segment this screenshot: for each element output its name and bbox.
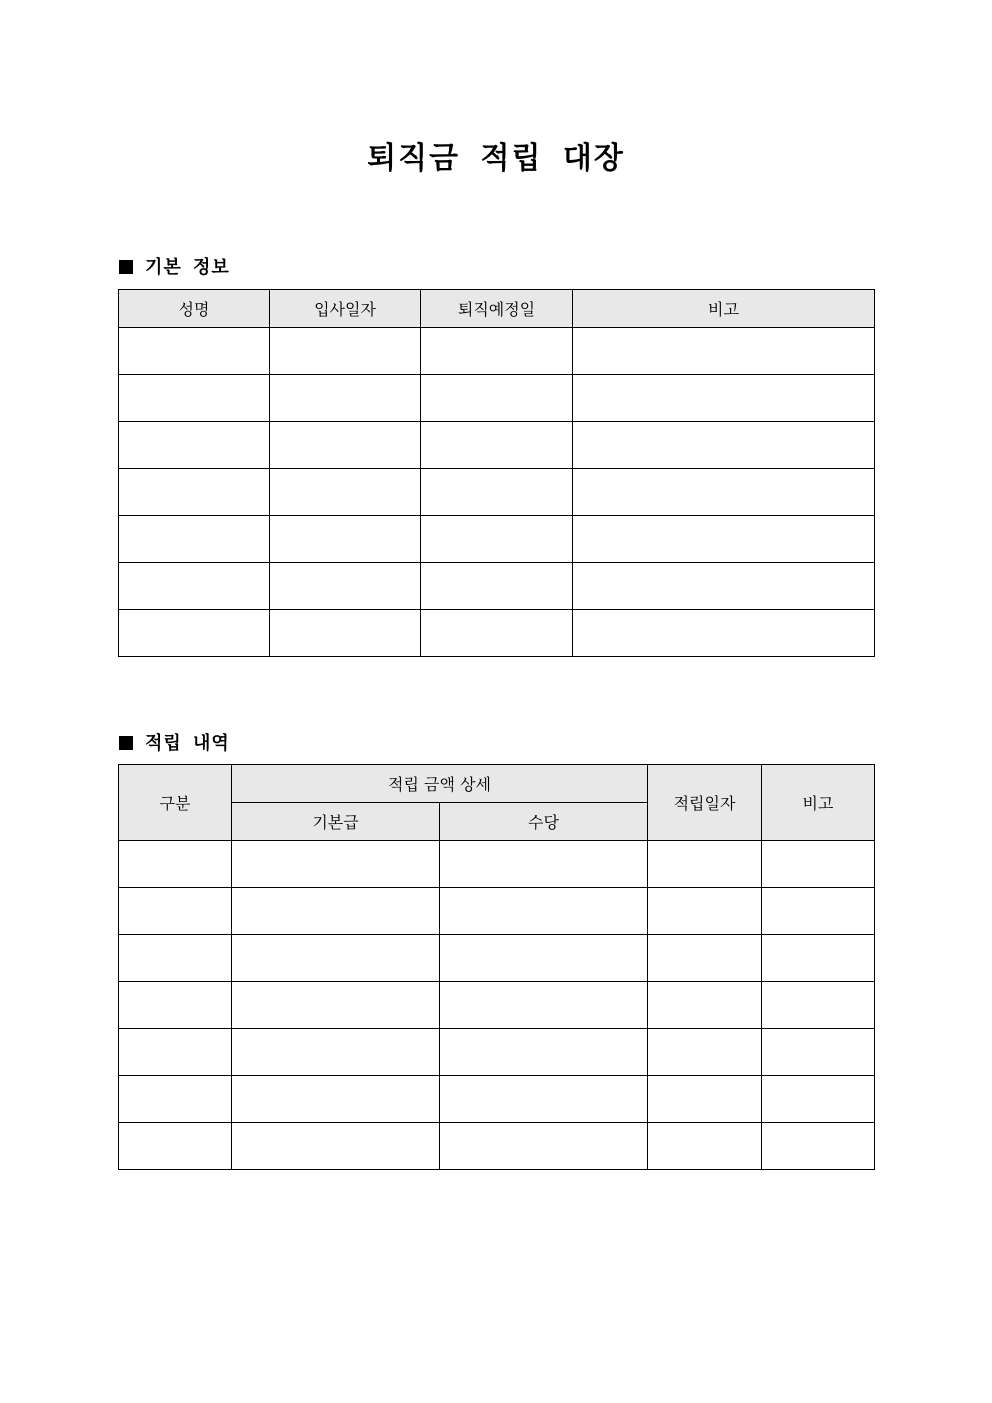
- table-row: [119, 1029, 875, 1076]
- table-cell[interactable]: [762, 1123, 875, 1170]
- header-remarks: 비고: [573, 290, 875, 328]
- header-allowance: 수당: [440, 803, 648, 841]
- table-cell[interactable]: [119, 1029, 232, 1076]
- table-cell[interactable]: [573, 469, 875, 516]
- table-row: [119, 563, 875, 610]
- table-cell[interactable]: [440, 935, 648, 982]
- table-cell[interactable]: [573, 422, 875, 469]
- table-cell[interactable]: [421, 563, 573, 610]
- table-cell[interactable]: [270, 610, 421, 657]
- header-detail-group: 적립 금액 상세: [232, 765, 648, 803]
- section-label: 기본 정보: [145, 257, 230, 278]
- table-cell[interactable]: [648, 1123, 762, 1170]
- square-bullet-icon: [119, 260, 133, 274]
- table-cell[interactable]: [421, 469, 573, 516]
- table-cell[interactable]: [421, 516, 573, 563]
- header-base-pay: 기본급: [232, 803, 440, 841]
- table-cell[interactable]: [119, 516, 270, 563]
- table-cell[interactable]: [270, 516, 421, 563]
- table-cell[interactable]: [573, 610, 875, 657]
- header-hire-date: 입사일자: [270, 290, 421, 328]
- table-cell[interactable]: [119, 422, 270, 469]
- table-cell[interactable]: [648, 935, 762, 982]
- table-row: [119, 610, 875, 657]
- table-cell[interactable]: [119, 1076, 232, 1123]
- table-cell[interactable]: [119, 982, 232, 1029]
- table-cell[interactable]: [421, 375, 573, 422]
- table-cell[interactable]: [573, 375, 875, 422]
- table-row: [119, 982, 875, 1029]
- page-title: 퇴직금 적립 대장: [367, 141, 625, 176]
- table-cell[interactable]: [762, 982, 875, 1029]
- table-cell[interactable]: [232, 1123, 440, 1170]
- accrual-history-table: [118, 764, 875, 1170]
- table-row: [119, 841, 875, 888]
- table-row: [119, 328, 875, 375]
- table-cell[interactable]: [232, 935, 440, 982]
- table-cell[interactable]: [270, 328, 421, 375]
- square-bullet-icon: [119, 736, 133, 750]
- table-row: [119, 888, 875, 935]
- table-cell[interactable]: [762, 888, 875, 935]
- header-name: 성명: [119, 290, 270, 328]
- table-row: [119, 516, 875, 563]
- table-cell[interactable]: [232, 1029, 440, 1076]
- table-cell[interactable]: [421, 422, 573, 469]
- table-cell[interactable]: [421, 328, 573, 375]
- table-row: [119, 1076, 875, 1123]
- table-cell[interactable]: [232, 982, 440, 1029]
- basic-info-table: [118, 289, 875, 657]
- table-cell[interactable]: [119, 888, 232, 935]
- table-header-row: [119, 765, 875, 803]
- table-row: [119, 469, 875, 516]
- table-cell[interactable]: [232, 1076, 440, 1123]
- header-retirement-date: 퇴직예정일: [421, 290, 573, 328]
- table-cell[interactable]: [232, 841, 440, 888]
- table-row: [119, 1123, 875, 1170]
- table-cell[interactable]: [648, 1076, 762, 1123]
- table-cell[interactable]: [119, 375, 270, 422]
- table-cell[interactable]: [440, 1029, 648, 1076]
- table-cell[interactable]: [648, 1029, 762, 1076]
- header-accrual-date: 적립일자: [648, 765, 762, 841]
- section-label: 적립 내역: [145, 733, 230, 754]
- header-remarks: 비고: [762, 765, 875, 841]
- table-cell[interactable]: [232, 888, 440, 935]
- table-cell[interactable]: [440, 1076, 648, 1123]
- table-cell[interactable]: [421, 610, 573, 657]
- table-cell[interactable]: [762, 1029, 875, 1076]
- table-cell[interactable]: [440, 1123, 648, 1170]
- table-cell[interactable]: [573, 563, 875, 610]
- table-cell[interactable]: [648, 982, 762, 1029]
- table-cell[interactable]: [440, 841, 648, 888]
- section-heading-basic-info: [119, 253, 230, 279]
- table-header-row: [119, 290, 875, 328]
- header-category: 구분: [119, 765, 232, 841]
- table-cell[interactable]: [762, 1076, 875, 1123]
- table-cell[interactable]: [573, 328, 875, 375]
- table-cell[interactable]: [119, 563, 270, 610]
- table-cell[interactable]: [270, 469, 421, 516]
- table-cell[interactable]: [573, 516, 875, 563]
- table-cell[interactable]: [270, 563, 421, 610]
- table-cell[interactable]: [119, 610, 270, 657]
- table-cell[interactable]: [648, 888, 762, 935]
- table-cell[interactable]: [270, 375, 421, 422]
- table-cell[interactable]: [270, 422, 421, 469]
- table-cell[interactable]: [119, 935, 232, 982]
- table-cell[interactable]: [648, 841, 762, 888]
- table-cell[interactable]: [762, 841, 875, 888]
- table-cell[interactable]: [119, 841, 232, 888]
- table-cell[interactable]: [440, 888, 648, 935]
- table-cell[interactable]: [119, 469, 270, 516]
- table-cell[interactable]: [119, 1123, 232, 1170]
- table-row: [119, 375, 875, 422]
- table-cell[interactable]: [762, 935, 875, 982]
- table-row: [119, 422, 875, 469]
- table-row: [119, 935, 875, 982]
- section-heading-accrual-history: [119, 729, 230, 755]
- table-cell[interactable]: [119, 328, 270, 375]
- table-cell[interactable]: [440, 982, 648, 1029]
